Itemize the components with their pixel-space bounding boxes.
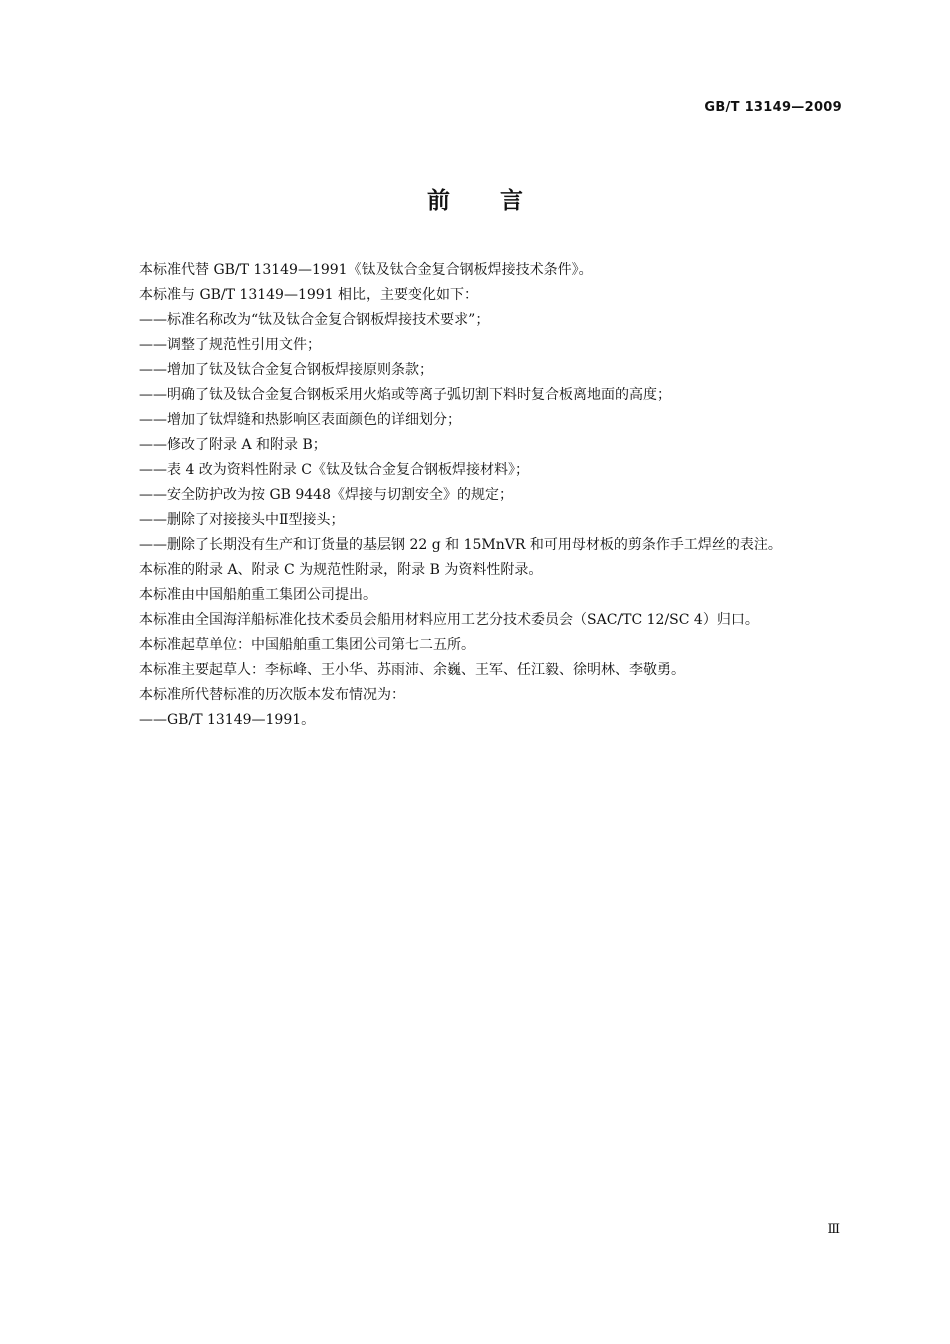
paragraph: 本标准所代替标准的历次版本发布情况为： [139, 687, 405, 703]
paragraph: 本标准由全国海洋船标准化技术委员会船用材料应用工艺分技术委员会（SAC/TC 12/SC 4）归口。 [139, 612, 759, 628]
paragraph: 本标准由中国船舶重工集团公司提出。 [139, 587, 377, 603]
paragraph: 本标准与 GB/T 13149—1991 相比，主要变化如下： [139, 287, 479, 303]
list-item: ——修改了附录 A 和附录 B； [139, 437, 327, 453]
page-number: Ⅲ [827, 1222, 840, 1237]
list-item: ——增加了钛焊缝和热影响区表面颜色的详细划分； [139, 412, 461, 428]
list-item: ——删除了长期没有生产和订货量的基层钢 22 g 和 15MnVR 和可用母材板的剪条作手工焊丝的表注。 [139, 537, 782, 553]
standard-code: GB/T 13149—2009 [704, 100, 842, 115]
list-item: ——GB/T 13149—1991。 [139, 712, 316, 728]
list-item: ——删除了对接接头中Ⅱ型接头； [139, 512, 345, 528]
paragraph: 本标准主要起草人：李标峰、王小华、苏雨沛、余巍、王军、任江毅、徐明林、李敬勇。 [139, 662, 685, 678]
list-item: ——标准名称改为“钛及钛合金复合钢板焊接技术要求”； [139, 312, 490, 328]
paragraph: 本标准起草单位：中国船舶重工集团公司第七二五所。 [139, 637, 475, 653]
foreword-body [108, 258, 844, 733]
paragraph: 本标准代替 GB/T 13149—1991《钛及钛合金复合钢板焊接技术条件》。 [139, 262, 593, 278]
page-title: 前言 [427, 188, 573, 214]
list-item: ——调整了规范性引用文件； [139, 337, 321, 353]
paragraph: 本标准的附录 A、附录 C 为规范性附录，附录 B 为资料性附录。 [139, 562, 543, 578]
list-item: ——明确了钛及钛合金复合钢板采用火焰或等离子弧切割下料时复合板离地面的高度； [139, 387, 671, 403]
list-item: ——安全防护改为按 GB 9448《焊接与切割安全》的规定； [139, 487, 513, 503]
list-item: ——增加了钛及钛合金复合钢板焊接原则条款； [139, 362, 433, 378]
list-item: ——表 4 改为资料性附录 C《钛及钛合金复合钢板焊接材料》； [139, 462, 529, 478]
